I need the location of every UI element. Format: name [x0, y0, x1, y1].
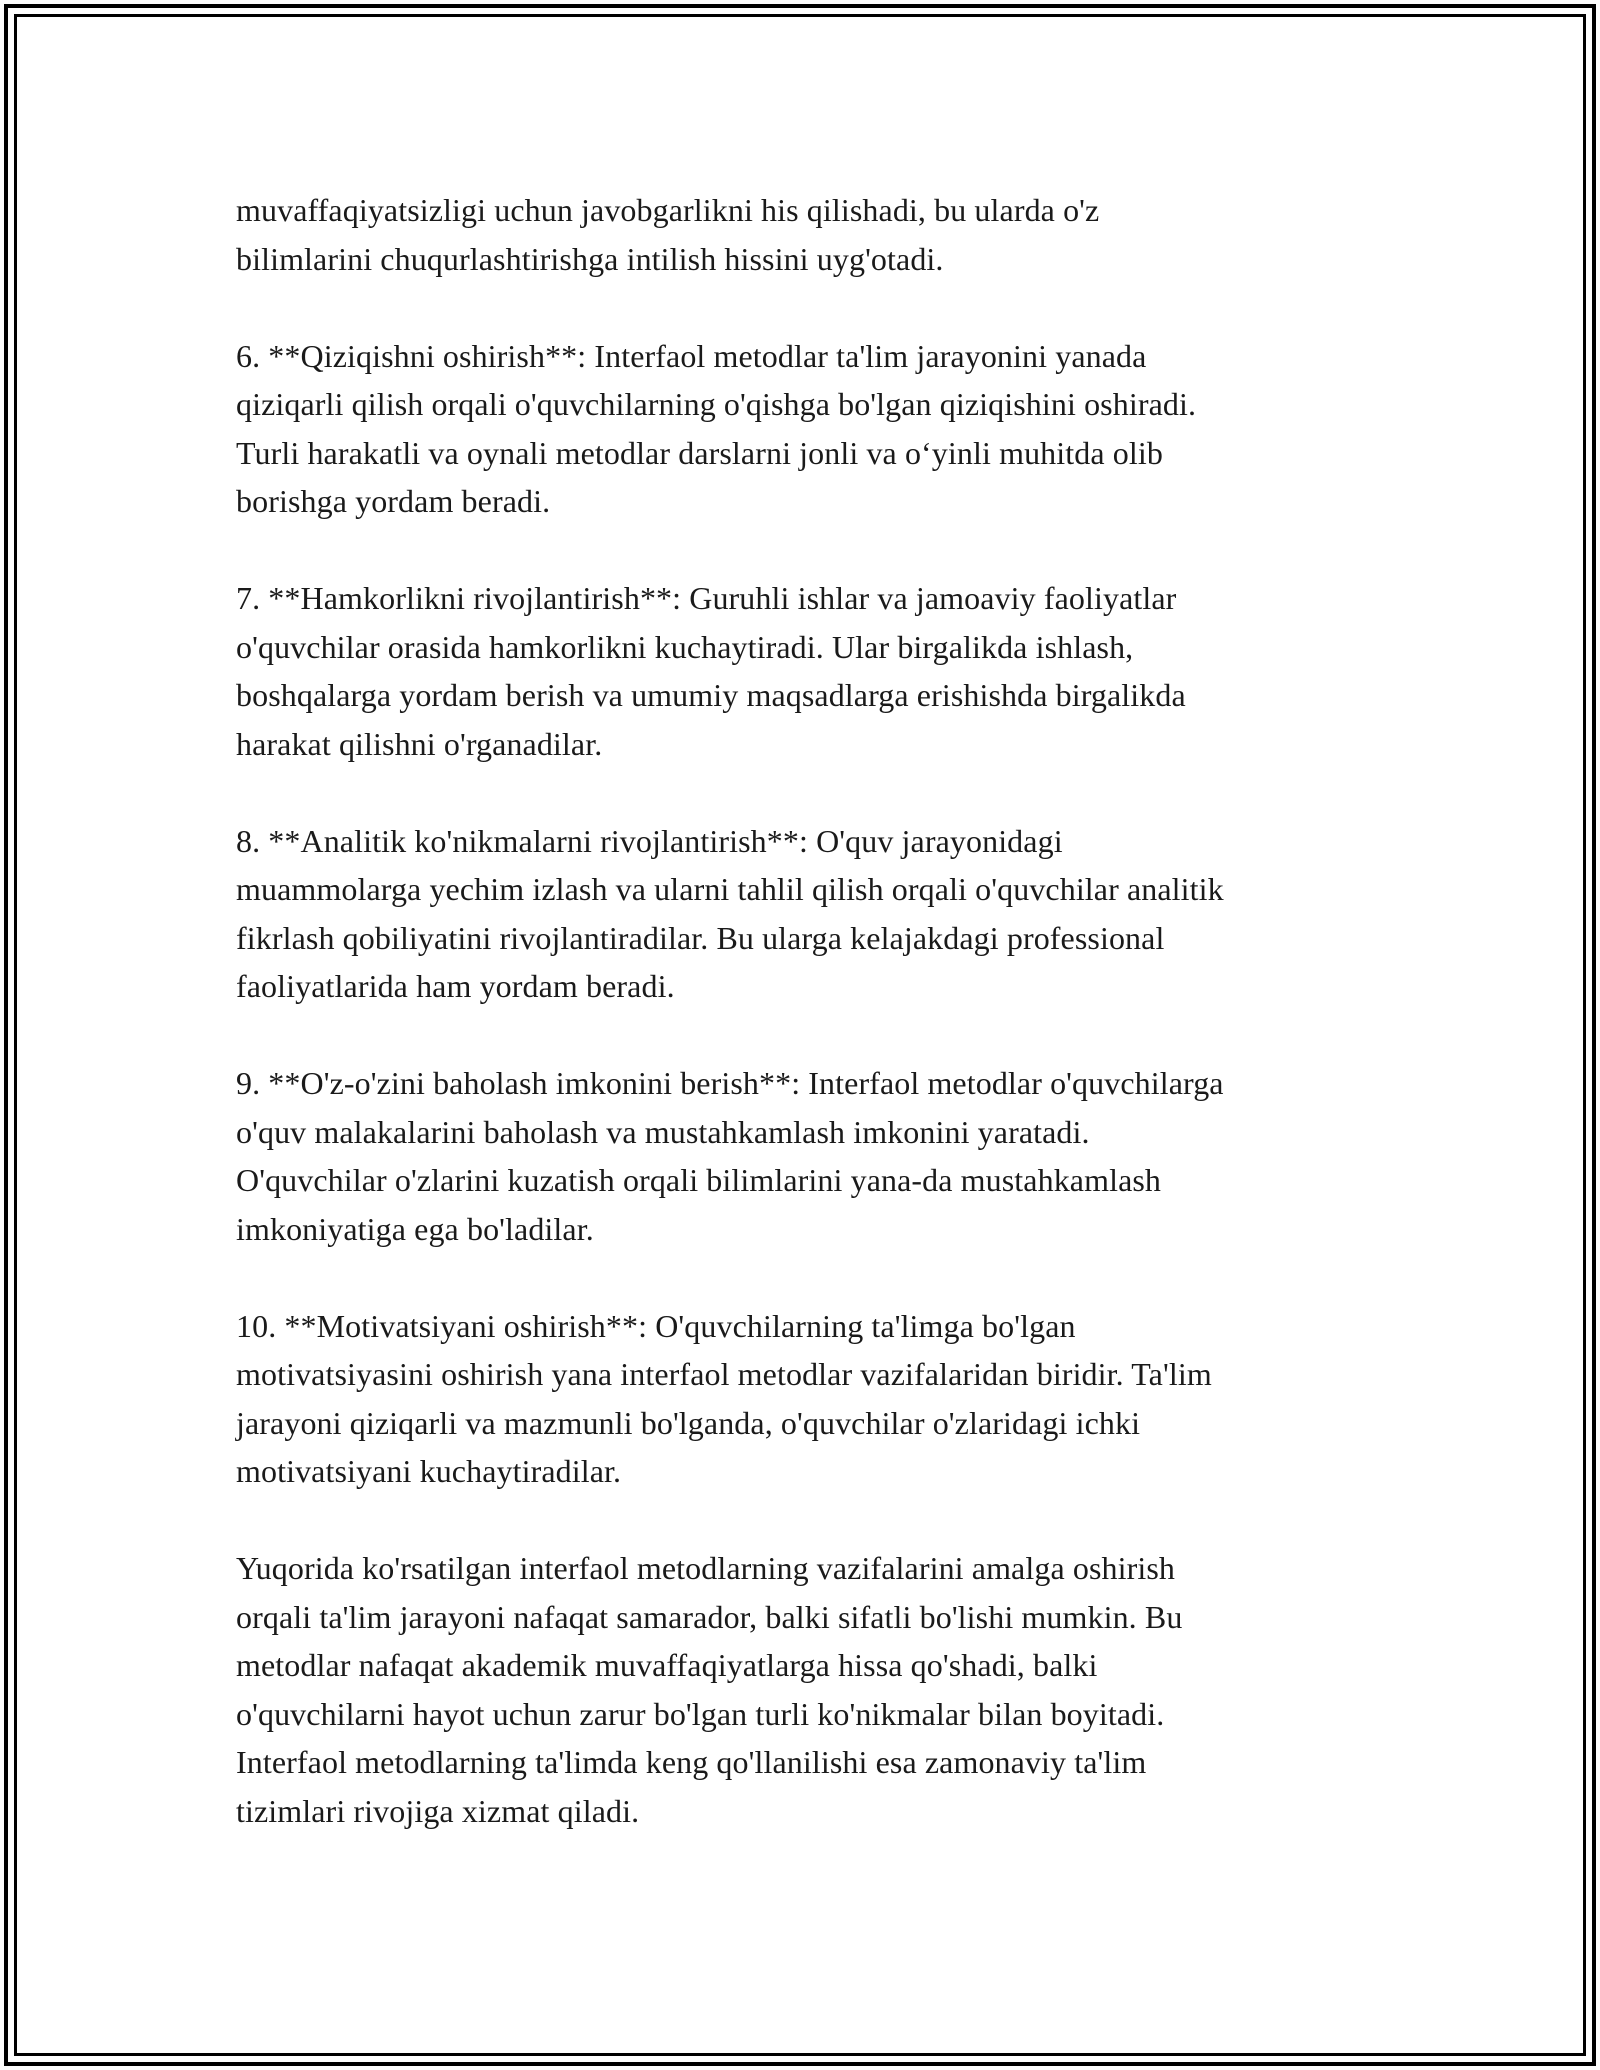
paragraph-item-7 — [236, 574, 1376, 768]
text-line: muvaffaqiyatsizligi uchun javobgarlikni his qilishadi, bu ularda o'z — [236, 192, 1100, 228]
text-line: qiziqarli qilish orqali o'quvchilarning o'qishga bo'lgan qiziqishini oshiradi. — [236, 386, 1197, 422]
text-line: 7. **Hamkorlikni rivojlantirish**: Guruhli ishlar va jamoaviy faoliyatlar — [236, 580, 1177, 616]
text-line: metodlar nafaqat akademik muvaffaqiyatlarga hissa qo'shadi, balki — [236, 1647, 1098, 1683]
text-line: O'quvchilar o'zlarini kuzatish orqali bilimlarini yana-da mustahkamlash — [236, 1162, 1162, 1198]
document-body — [236, 186, 1376, 1884]
text-line: 8. **Analitik ko'nikmalarni rivojlantirish**: O'quv jarayonidagi — [236, 822, 1063, 859]
paragraph-conclusion — [236, 1544, 1376, 1835]
text-line: o'quvchilar orasida hamkorlikni kuchaytiradi. Ular birgalikda ishlash, — [236, 628, 1134, 665]
text-line: tizimlari rivojiga xizmat qiladi. — [236, 1792, 640, 1829]
text-line: o'quv malakalarini baholash va mustahkamlash imkonini yaratadi. — [236, 1113, 1090, 1150]
paragraph-item-8 — [236, 817, 1376, 1011]
text-line: motivatsiyasini oshirish yana interfaol metodlar vazifalaridan biridir. Ta'lim — [236, 1356, 1212, 1392]
paragraph-intro-continuation — [236, 186, 1376, 283]
text-line: Interfaol metodlarning ta'limda keng qo'llanilishi esa zamonaviy ta'lim — [236, 1744, 1147, 1780]
paragraph-item-10 — [236, 1302, 1376, 1496]
text-line: 10. **Motivatsiyani oshirish**: O'quvchilarning ta'limga bo'lgan — [236, 1307, 1076, 1344]
text-line: orqali ta'lim jarayoni nafaqat samarador, balki sifatli bo'lishi mumkin. Bu — [236, 1598, 1183, 1635]
text-line: bilimlarini chuqurlashtirishga intilish hissini uyg'otadi. — [236, 240, 944, 277]
text-line: Yuqorida ko'rsatilgan interfaol metodlarning vazifalarini amalga oshirish — [236, 1550, 1176, 1586]
paragraph-item-9 — [236, 1059, 1376, 1253]
text-line: Turli harakatli va oynali metodlar darslarni jonli va o‘yinli muhitda olib — [236, 434, 1163, 471]
text-line: muammolarga yechim izlash va ularni tahlil qilish orqali o'quvchilar analitik — [236, 871, 1224, 907]
text-line: jarayoni qiziqarli va mazmunli bo'lganda, o'quvchilar o'zlaridagi ichki — [236, 1404, 1141, 1441]
text-line: fikrlash qobiliyatini rivojlantiradilar. Bu ularga kelajakdagi professional — [236, 919, 1165, 956]
paragraph-item-6 — [236, 332, 1376, 526]
text-line: 9. **O'z-o'zini baholash imkonini berish**: Interfaol metodlar o'quvchilarga — [236, 1065, 1224, 1101]
text-line: faoliyatlarida ham yordam beradi. — [236, 968, 675, 1004]
text-line: 6. **Qiziqishni oshirish**: Interfaol metodlar ta'lim jarayonini yanada — [236, 337, 1147, 374]
text-line: harakat qilishni o'rganadilar. — [236, 725, 603, 762]
text-line: boshqalarga yordam berish va umumiy maqsadlarga erishishda birgalikda — [236, 677, 1186, 713]
text-line: motivatsiyani kuchaytiradilar. — [236, 1453, 622, 1489]
text-line: imkoniyatiga ega bo'ladilar. — [236, 1210, 594, 1247]
text-line: borishga yordam beradi. — [236, 483, 551, 519]
text-line: o'quvchilarni hayot uchun zarur bo'lgan turli ko'nikmalar bilan boyitadi. — [236, 1695, 1165, 1732]
